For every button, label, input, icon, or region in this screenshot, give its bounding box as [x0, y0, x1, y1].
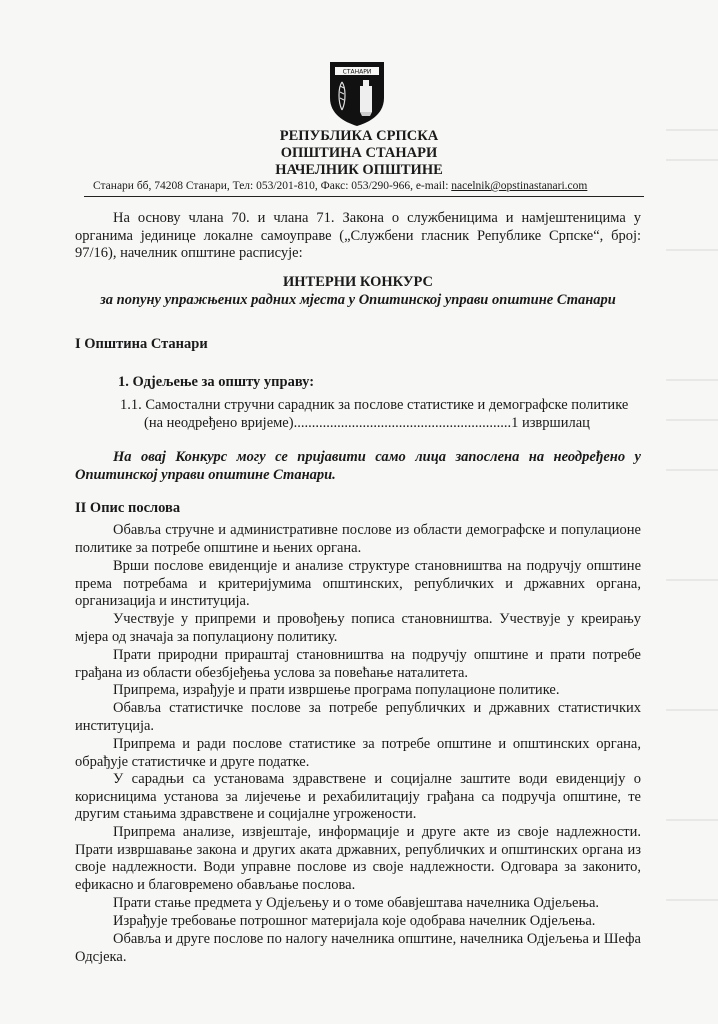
document-title: ИНТЕРНИ КОНКУРС: [282, 274, 434, 290]
duty-paragraph: Врши послове евиденције и анализе структуре становништва на подручју општине према потребама и критеријумима општинских, републичких и државних органа, организација и институција.: [75, 558, 641, 609]
section-2-heading: II Опис послова: [75, 500, 181, 516]
duty-paragraph: Припрема анализе, извјештаје, информације и друге акте из своје надлежности. Прати извршавање закона и других аката државних, републичких и општинских органа из своје надлежности. Води управне послове из своје надлежности. Одговара за законито, ефикасно и благовремено обављање послова.: [75, 824, 641, 893]
position-line-2: (на неодређено вријеме)............................................................1 извршилац: [144, 414, 590, 431]
duty-paragraph: Учествује у припреми и провођењу пописа становништва. Учествује у креирању мјера од значаја за популациону политику.: [75, 611, 641, 645]
duty-paragraph: Припрема, израђује и прати извршење програма популационе политике.: [113, 682, 560, 698]
email-link[interactable]: nacelnik@opstinastanari.com: [451, 180, 588, 192]
duty-paragraph: Припрема и ради послове статистике за потребе општине и општинских органа, обрађује статистичке и друге податке.: [75, 736, 641, 770]
duty-paragraph: Прати природни прираштај становништва на подручју општине и прати потребе грађана из области обезбјеђења услова за повећање наталитета.: [75, 647, 641, 681]
header-divider: [84, 196, 644, 197]
section-1-heading: I Општина Станари: [75, 336, 208, 352]
position-line-1: 1.1. Самостални стручни сарадник за послове статистике и демографске политике: [120, 397, 629, 413]
bleed-through-marks: [658, 120, 718, 1020]
coat-of-arms-logo: [326, 58, 388, 128]
department-item: 1. Одјељење за општу управу:: [118, 374, 315, 390]
svg-text:СТАНАРИ: СТАНАРИ: [342, 68, 372, 76]
duty-paragraph: Прати стање предмета у Одјељењу и о томе обавјештава начелника Одјељења.: [113, 895, 600, 911]
letterhead-line-3: НАЧЕЛНИК ОПШТИНЕ: [275, 162, 443, 178]
duty-paragraph: У сарадњи са установама здравствене и социјалне заштите води евиденцију о корисницима установа за лијечење и рехабилитацију грађана са подручја општине, те другим стањима здравствене и социјалне угрожености.: [75, 771, 641, 822]
letterhead: [0, 128, 718, 179]
intro-paragraph: На основу члана 70. и члана 71. Закона о службеницима и намјештеницима у органима јединице локалне самоуправе („Службени гласник Републике Српске“, број: 97/16), начелник општине расписује:: [75, 210, 641, 261]
eligibility-notice: На овај Конкурс могу се пријавити само лица запослена на неодређено у Општинској управи општине Станари.: [75, 449, 641, 483]
contact-text: Станари бб, 74208 Станари, Тел: 053/201-810, Факс: 053/290-966, e-mail:: [93, 180, 452, 192]
position-item: [120, 397, 640, 432]
duty-paragraph: Обавља статистичке послове за потребе републичких и државних статистичких институција.: [75, 700, 641, 734]
document-subtitle: за попуну упражњених радних мјеста у Општинској управи општине Станари: [100, 292, 616, 308]
duty-paragraph: Обавља стручне и административне послове из области демографске и популационе политике за потребе општине и њених органа.: [75, 522, 641, 556]
letterhead-line-1: РЕПУБЛИКА СРПСКА: [279, 128, 439, 144]
contact-line: [93, 180, 693, 192]
letterhead-line-2: ОПШТИНА СТАНАРИ: [280, 145, 438, 161]
duty-paragraph: Обавља и друге послове по налогу начелника општине, начелника Одјељења и Шефа Одсјека.: [75, 931, 641, 965]
duty-paragraph: Израђује требовање потрошног материјала које одобрава начелник Одјељења.: [113, 913, 596, 929]
